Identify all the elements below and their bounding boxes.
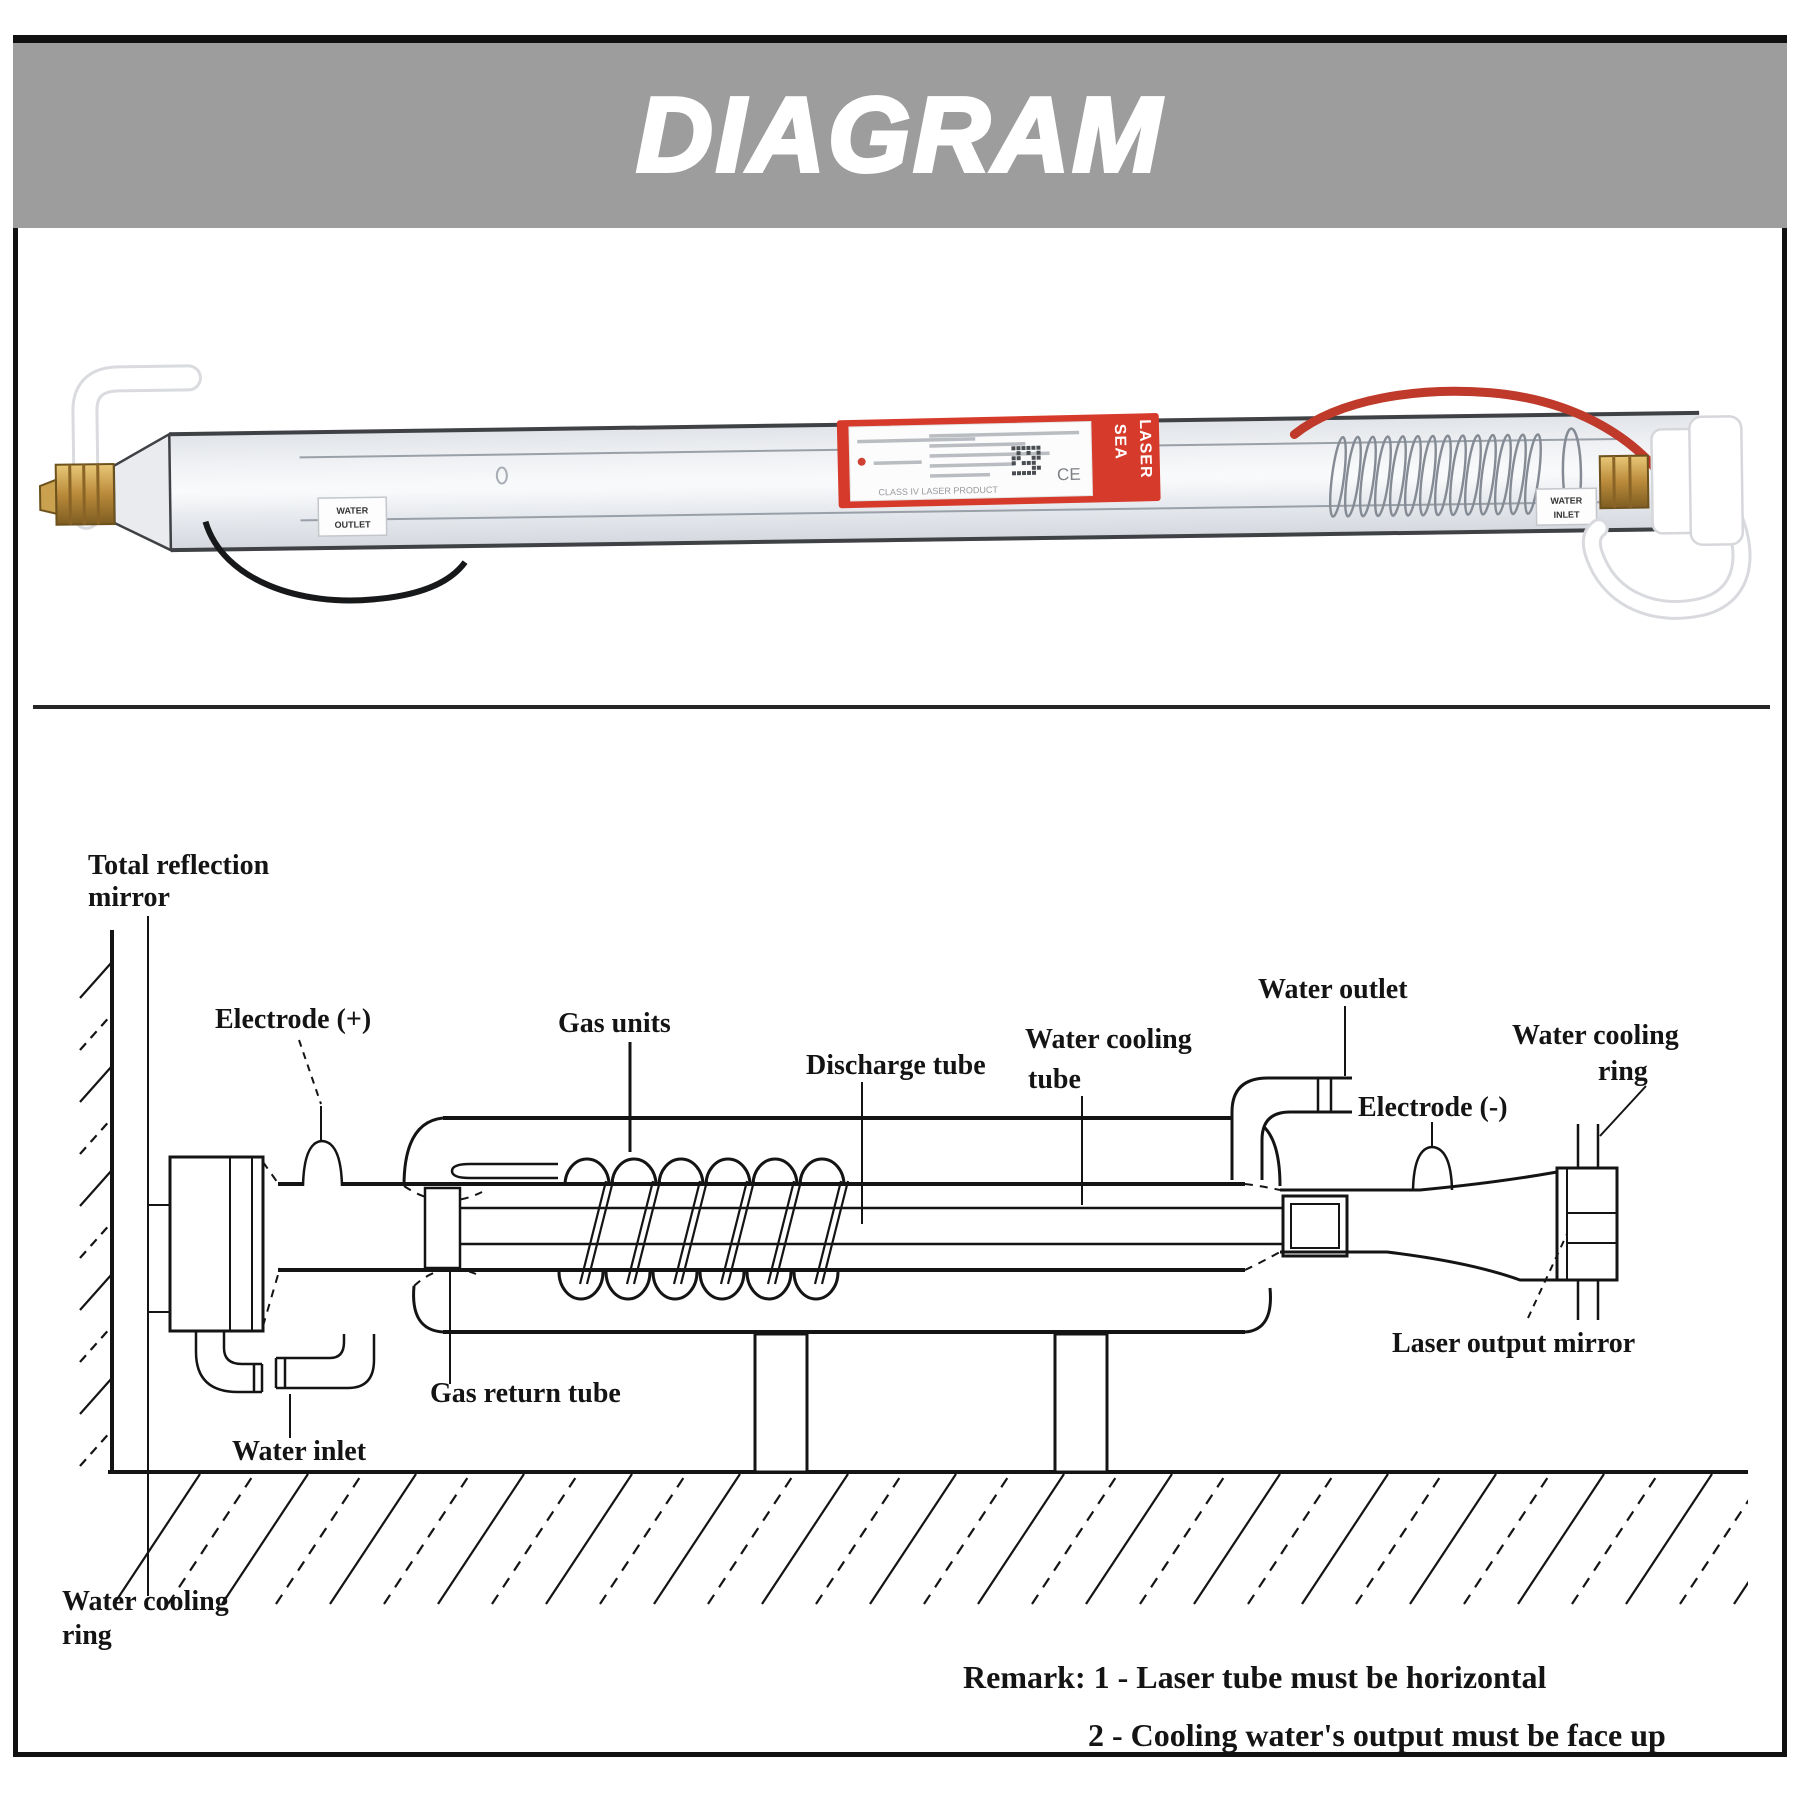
right-bottom-stub [1578, 1280, 1598, 1320]
qr-module [1036, 446, 1040, 450]
qr-module [1032, 466, 1036, 470]
generated-line [1626, 1474, 1712, 1604]
qr-module [1032, 471, 1036, 475]
qr-module [1026, 451, 1030, 455]
class-text: CLASS IV LASER PRODUCT [878, 484, 999, 498]
qr-module [1017, 451, 1021, 455]
left-taper-top [263, 1162, 280, 1186]
generated-line [565, 1159, 609, 1185]
generated-line [753, 1159, 797, 1185]
generated-line [80, 1170, 112, 1206]
qr-module [1027, 461, 1031, 465]
water-outlet-sticker [318, 497, 387, 536]
tube-support [755, 1334, 807, 1472]
generated-line [80, 1430, 112, 1466]
left-glass-neck [113, 434, 171, 551]
generated-line [80, 962, 112, 998]
qr-module [1022, 471, 1026, 475]
envelope-corner-bl [414, 1286, 443, 1332]
qr-module [1021, 446, 1025, 450]
brass-ridge [1630, 456, 1631, 508]
generated-line [1140, 1474, 1226, 1604]
generated-line [80, 1274, 112, 1310]
label-water-cooling-ring-left-1: Water cooling [62, 1586, 229, 1617]
remark-line-2: 2 - Cooling water's output must be face up [1088, 1717, 1666, 1753]
generated-line [80, 1378, 112, 1414]
generated-line [816, 1474, 902, 1604]
cooling-tube-cap [452, 1164, 558, 1178]
label-water-cooling-tube-1: Water cooling [1025, 1024, 1192, 1055]
brass-ridge [98, 464, 99, 524]
generated-line [1194, 1474, 1280, 1604]
ce-mark: CE [1056, 464, 1081, 485]
qr-module [1031, 446, 1035, 450]
generated-line [330, 1474, 416, 1604]
label-gas-return-tube: Gas return tube [430, 1378, 621, 1409]
generated-line [114, 1474, 200, 1604]
outlet-pipe-fill [1232, 1078, 1352, 1180]
generated-line [1572, 1474, 1658, 1604]
brand-vertical-1: SEA [1110, 423, 1129, 460]
label-gas-units: Gas units [558, 1008, 671, 1039]
left-elbow-pipe [196, 1331, 262, 1392]
generated-line [438, 1474, 524, 1604]
product-label [837, 413, 1161, 508]
water-outlet-sticker-line2: OUTLET [334, 519, 371, 530]
discharge-tube-walls [460, 1208, 1283, 1244]
generated-line [612, 1159, 656, 1185]
generated-line [924, 1474, 1010, 1604]
generated-line [708, 1474, 794, 1604]
label-water-cooling-ring-left-2: ring [62, 1620, 112, 1651]
label-electrode-positive: Electrode (+) [215, 1004, 372, 1035]
generated-line [80, 1118, 112, 1154]
generated-line [80, 1066, 112, 1102]
generated-line [1734, 1474, 1800, 1604]
envelope-corner-tl [404, 1118, 443, 1186]
qr-module [1037, 466, 1041, 470]
generated-line [276, 1474, 362, 1604]
generated-line [1680, 1474, 1766, 1604]
qr-module [1022, 461, 1026, 465]
laser-tube-diagram [62, 850, 1800, 1753]
right-end-flange [1689, 416, 1743, 545]
electrode-pos-leader-dashed [299, 1040, 321, 1104]
laser-tube-photo [38, 356, 1743, 632]
qr-module [1012, 461, 1016, 465]
qr-module [1032, 456, 1036, 460]
electrode-pos-bump [303, 1141, 342, 1186]
right-neck-top [1245, 1184, 1280, 1190]
generated-line [600, 1474, 686, 1604]
water-cooling-ring-right-leader [1600, 1086, 1646, 1136]
generated-line [492, 1474, 578, 1604]
label-total-reflection-mirror-1: Total reflection [88, 850, 270, 881]
label-water-inlet: Water inlet [232, 1436, 367, 1467]
generated-line [762, 1474, 848, 1604]
brass-ridge [1614, 456, 1615, 508]
remark-line-1: Remark: 1 - Laser tube must be horizontal [963, 1659, 1547, 1695]
generated-line [222, 1474, 308, 1604]
gas-units-coil [559, 1159, 848, 1299]
label-water-cooling-ring-right-2: ring [1598, 1056, 1648, 1087]
generated-line [800, 1159, 844, 1185]
right-neck-bottom [1245, 1252, 1280, 1270]
brass-ridge [70, 465, 71, 525]
generated-line [168, 1474, 254, 1604]
qr-module [1037, 456, 1041, 460]
qr-module [1036, 451, 1040, 455]
left-brass-nipple [40, 480, 56, 514]
right-brass-fitting [1600, 456, 1649, 509]
wall-hatching [80, 962, 112, 1466]
left-taper-bottom [263, 1268, 280, 1326]
tube-support [1055, 1334, 1107, 1472]
left-spacer [425, 1188, 460, 1268]
generated-line [978, 1474, 1064, 1604]
label-discharge-tube: Discharge tube [806, 1050, 986, 1081]
generated-line [546, 1474, 632, 1604]
generated-line [870, 1474, 956, 1604]
label-water-cooling-tube-2: tube [1028, 1064, 1081, 1095]
page-title: DIAGRAM [636, 76, 1164, 194]
qr-module [1011, 446, 1015, 450]
generated-line [1302, 1474, 1388, 1604]
water-outlet-sticker-line1: WATER [336, 505, 369, 516]
qr-module [1017, 456, 1021, 460]
generated-line [659, 1159, 703, 1185]
label-electrode-negative: Electrode (-) [1358, 1092, 1508, 1123]
left-end-block [170, 1157, 263, 1331]
water-inlet-sticker-line2: INLET [1553, 509, 1580, 520]
label-total-reflection-mirror-2: mirror [88, 882, 170, 913]
generated-line [80, 1222, 112, 1258]
qr-module [1017, 471, 1021, 475]
generated-line [80, 1326, 112, 1362]
generated-line [1464, 1474, 1550, 1604]
envelope-corner-br [1245, 1288, 1270, 1332]
qr-module [1016, 446, 1020, 450]
label-laser-output-mirror: Laser output mirror [1392, 1328, 1636, 1359]
label-water-outlet: Water outlet [1258, 974, 1408, 1005]
label-water-cooling-ring-right-1: Water cooling [1512, 1020, 1679, 1051]
brass-ridge [84, 464, 85, 524]
generated-line [1086, 1474, 1172, 1604]
ground-hatching [114, 1474, 1800, 1604]
water-inlet-sticker [1536, 488, 1596, 525]
qr-module [1012, 456, 1016, 460]
generated-line [654, 1474, 740, 1604]
water-inlet-sticker-line1: WATER [1550, 495, 1583, 506]
electrode-neg-bump [1413, 1147, 1452, 1190]
brand-vertical-2: LASER [1135, 419, 1155, 479]
generated-line [1518, 1474, 1604, 1604]
qr-module [1026, 446, 1030, 450]
gas-return-pipe [276, 1334, 374, 1388]
generated-line [384, 1474, 470, 1604]
generated-line [1356, 1474, 1442, 1604]
generated-line [1032, 1474, 1118, 1604]
generated-line [1248, 1474, 1334, 1604]
qr-module [1027, 471, 1031, 475]
right-top-stub [1578, 1124, 1598, 1168]
qr-module [1012, 471, 1016, 475]
generated-line [1410, 1474, 1496, 1604]
generated-line [706, 1159, 750, 1185]
qr-module [1032, 461, 1036, 465]
generated-line [80, 1014, 112, 1050]
